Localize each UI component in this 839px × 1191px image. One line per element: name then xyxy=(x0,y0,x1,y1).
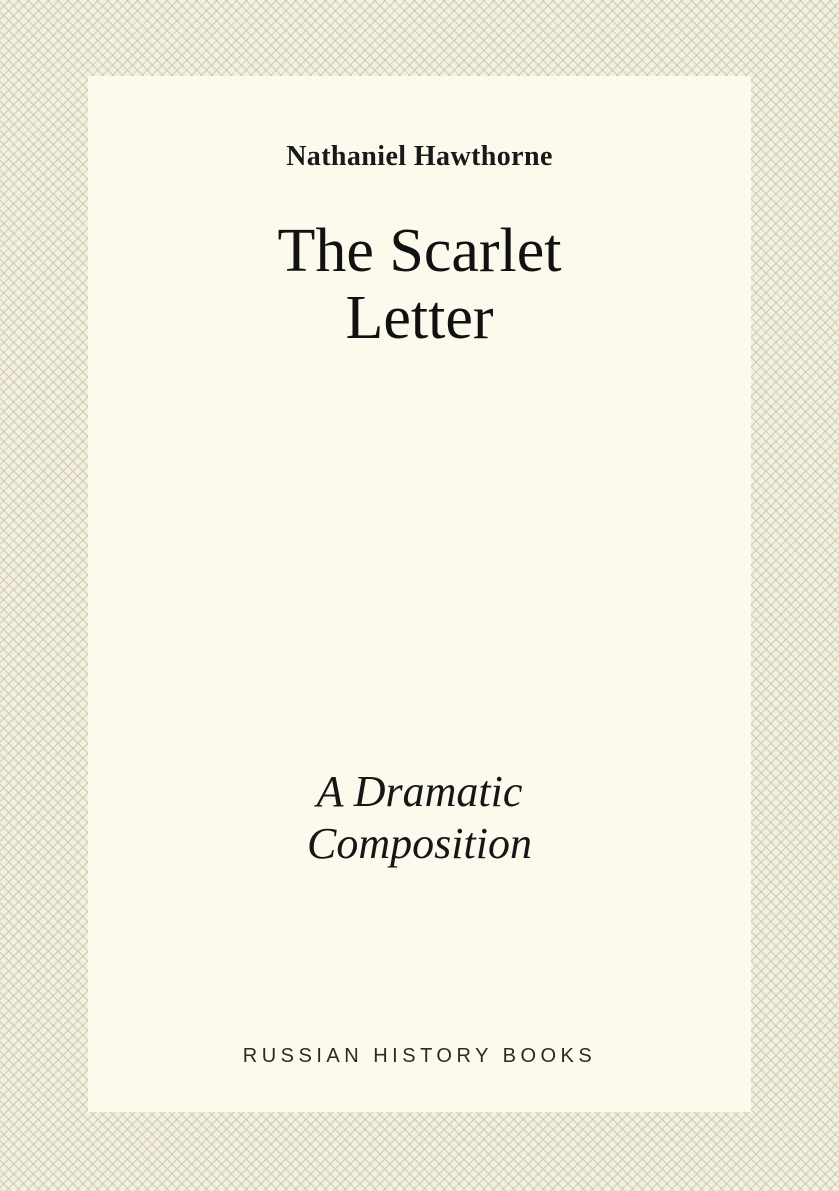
book-title-line-2: Letter xyxy=(345,283,494,352)
cover-inner-panel xyxy=(88,76,751,1112)
cover-content xyxy=(88,76,751,1112)
book-title xyxy=(88,218,751,352)
book-subtitle xyxy=(88,766,751,870)
book-title-line-1: The Scarlet xyxy=(277,217,562,285)
book-subtitle-line-1: A Dramatic xyxy=(316,767,523,816)
publisher-name: RUSSIAN HISTORY BOOKS xyxy=(242,1045,597,1067)
book-subtitle-line-2: Composition xyxy=(307,818,532,868)
author-name: Nathaniel Hawthorne xyxy=(286,141,553,172)
